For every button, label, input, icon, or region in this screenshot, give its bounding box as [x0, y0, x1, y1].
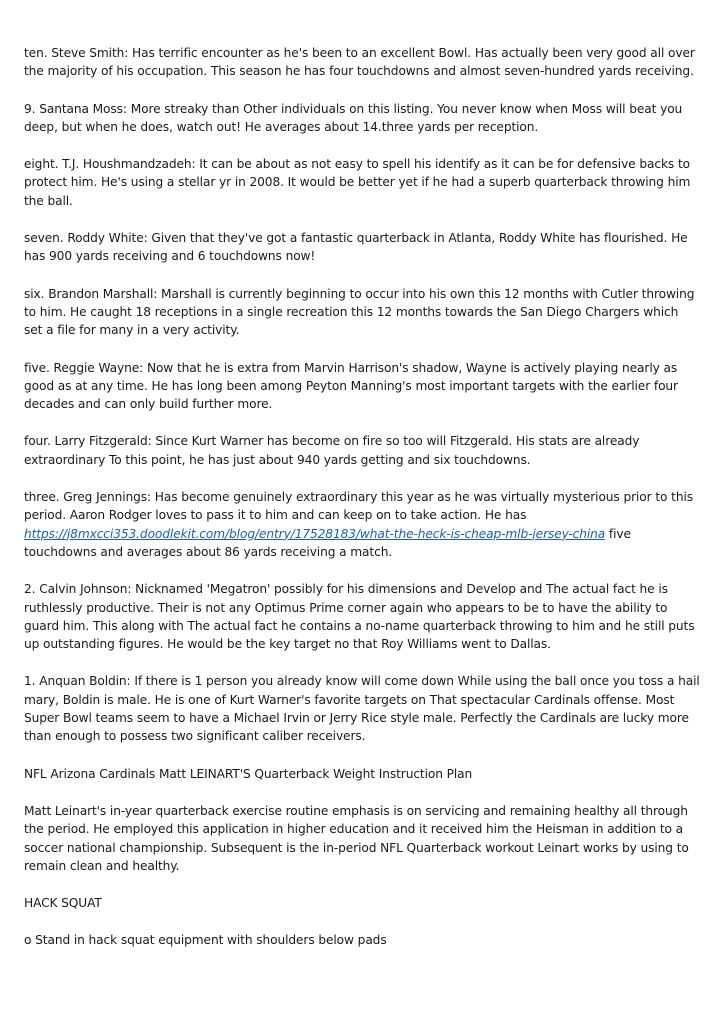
- paragraph-anquan-boldin: 1. Anquan Boldin: If there is 1 person you already know will come down While using the ball once you toss a hail mary, Boldin is male. He is one of Kurt Warner's favorite targets on That spectacular Cardinals offense. Most Super Bowl teams seem to have a Michael Irvin or Jerry Rice style male. Perfectly the Cardinals are lucky more than enough to possess two significant caliber receivers.: [24, 674, 700, 744]
- document-body: [24, 44, 700, 969]
- paragraph-greg-jennings-after: five touchdowns and averages about 86 yards receiving a match.: [24, 526, 631, 559]
- paragraph-brandon-marshall: six. Brandon Marshall: Marshall is currently beginning to occur into his own this 12 months with Cutler throwing to him. He caught 18 receptions in a single recreation this 12 months towards the San Diego Chargers which set a file for many in a very activity.: [24, 286, 695, 338]
- paragraph-roddy-white: seven. Roddy White: Given that they've got a fantastic quarterback in Atlanta, Roddy White has flourished. He has 900 yards receiving and 6 touchdowns now!: [24, 231, 688, 264]
- paragraph-leinart-routine: Matt Leinart's in-year quarterback exercise routine emphasis is on servicing and remaining healthy all through the period. He employed this application in higher education and it received him the Heisman in addition to a soccer national championship. Subsequent is the in-period NFL Quarterback workout Leinart works by using to remain clean and healthy.: [24, 803, 689, 873]
- section-heading-hack-squat: HACK SQUAT: [24, 896, 102, 911]
- paragraph-larry-fitzgerald: four. Larry Fitzgerald: Since Kurt Warner has become on fire so too will Fitzgerald. His stats are already extraordinary To this point, he has just about 940 yards getting and six touchdowns.: [24, 434, 640, 467]
- paragraph-reggie-wayne: five. Reggie Wayne: Now that he is extra from Marvin Harrison's shadow, Wayne is actively playing nearly as good as at any time. He has long been among Peyton Manning's most important targets with the earlier four decades and can only build further more.: [24, 360, 678, 412]
- paragraph-steve-smith: ten. Steve Smith: Has terrific encounter as he's been to an excellent Bowl. Has actually been very good all over the majority of his occupation. This season he has four touchdowns and almost seven-hundred yards receiving.: [24, 46, 695, 79]
- paragraph-calvin-johnson: 2. Calvin Johnson: Nicknamed 'Megatron' possibly for his dimensions and Develop and The actual fact he is ruthlessly productive. Their is not any Optimus Prime corner again who appears to be to have the ability to guard him. This along with The actual fact he contains a no-name quarterback throwing to him and he still puts up outstanding figures. He would be the key target no that Roy Williams went to Dallas.: [24, 582, 695, 652]
- paragraph-santana-moss: 9. Santana Moss: More streaky than Other individuals on this listing. You never know when Moss will beat you deep, but when he does, watch out! He averages about 14.three yards per reception.: [24, 101, 683, 134]
- paragraph-greg-jennings: [24, 488, 700, 561]
- paragraph-houshmandzadeh: eight. T.J. Houshmandzadeh: It can be about as not easy to spell his identify as it can be for defensive backs to protect him. He's using a stellar yr in 2008. It would be better yet if he had a superb quarterback throwing him the ball.: [24, 157, 691, 208]
- paragraph-greg-jennings-before: three. Greg Jennings: Has become genuinely extraordinary this year as he was virtually mysterious prior to this period. Aaron Rodger loves to pass it to him and can keep on to take action. He has: [24, 490, 693, 523]
- jersey-blog-link[interactable]: https://j8mxcci353.doodlekit.com/blog/entry/17528183/what-the-heck-is-cheap-mlb-jersey-china: [24, 526, 606, 541]
- section-heading-leinart-plan: NFL Arizona Cardinals Matt LEINART'S Quarterback Weight Instruction Plan: [24, 766, 473, 781]
- paragraph-hack-squat-step: o Stand in hack squat equipment with shoulders below pads: [24, 933, 387, 948]
